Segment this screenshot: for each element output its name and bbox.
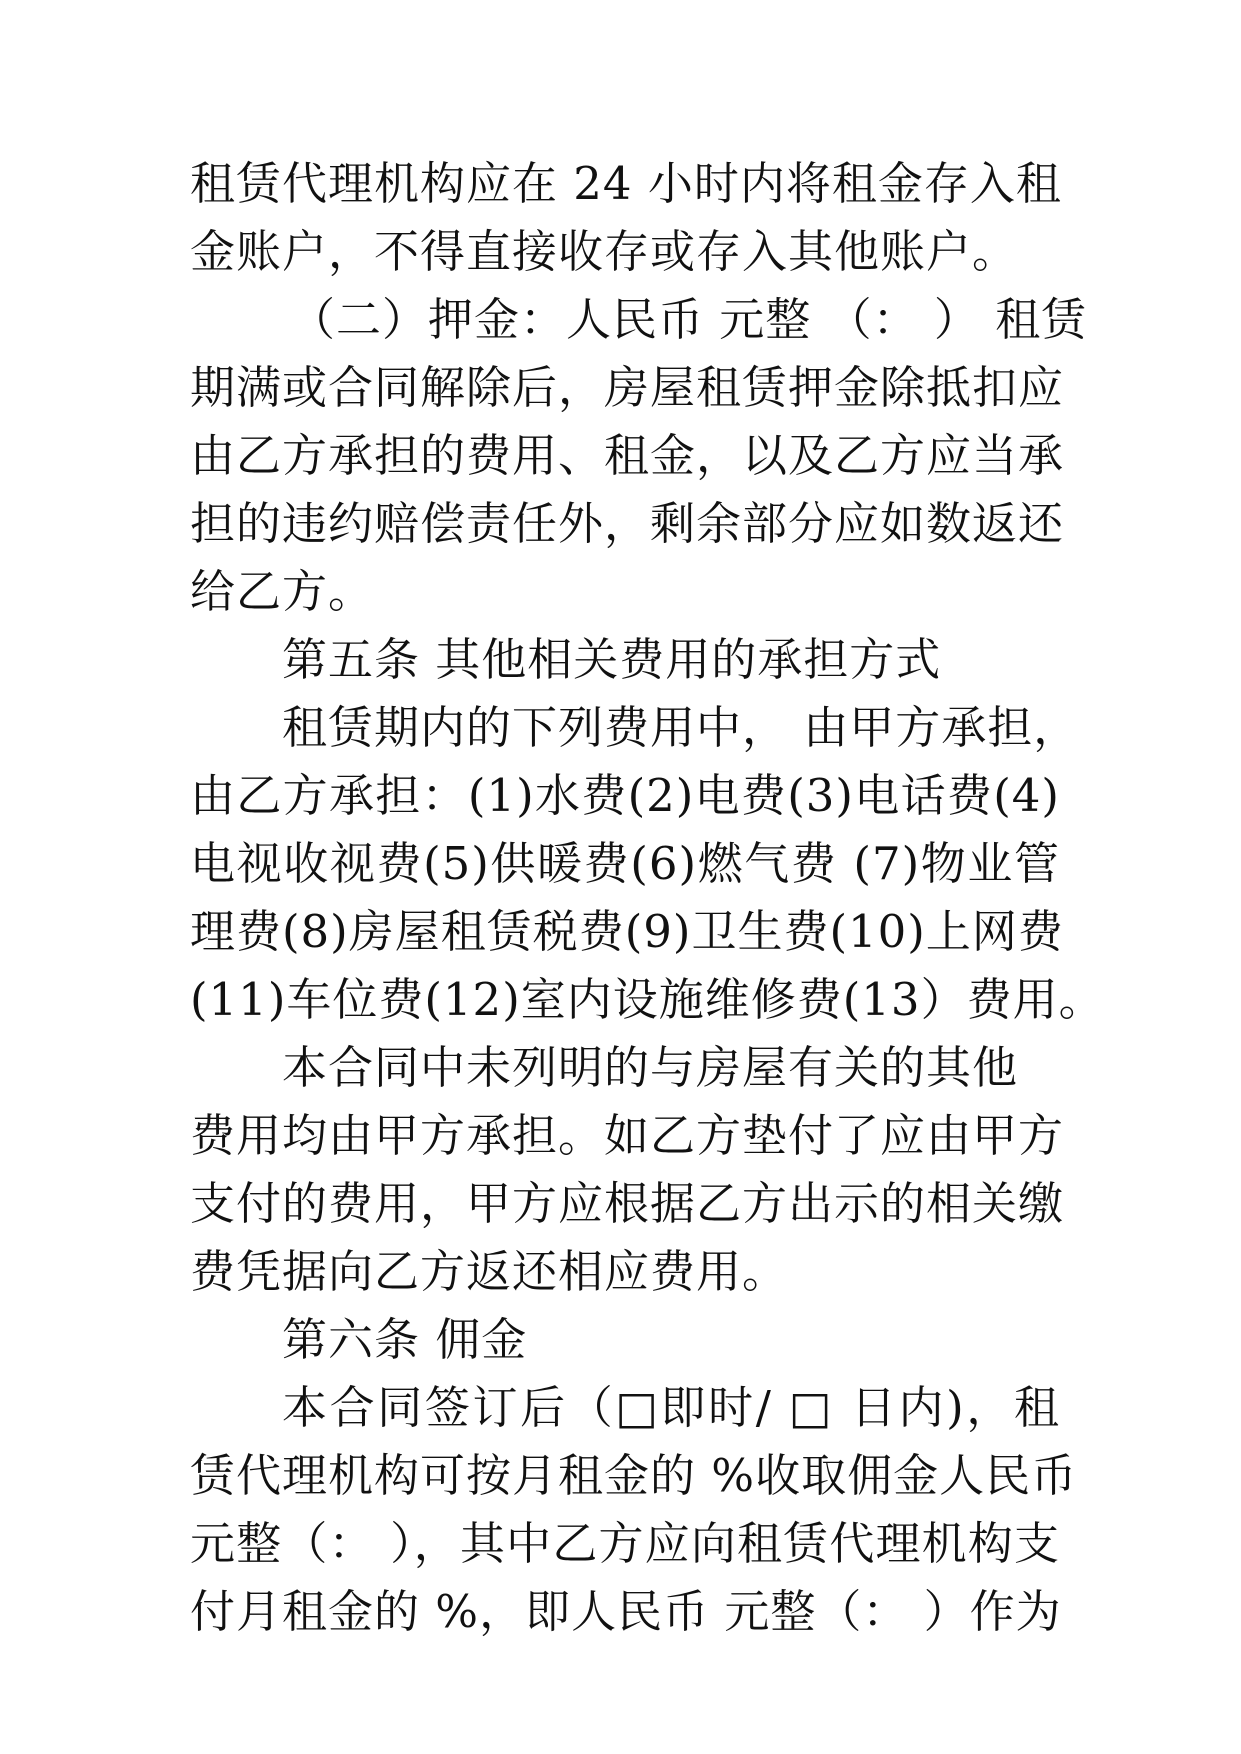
section-heading: 第五条 其他相关费用的承担方式: [282, 633, 942, 686]
text-line: 支付的费用，甲方应根据乙方出示的相关缴: [190, 1177, 1065, 1230]
text-line: 金账户，不得直接收存或存入其他账户。: [190, 225, 1019, 278]
text-line: 由乙方承担的费用、租金，以及乙方应当承: [190, 429, 1065, 482]
text-line: 期满或合同解除后，房屋租赁押金除抵扣应: [190, 361, 1065, 414]
text-line: (11)车位费(12)室内设施维修费(13）费用。: [190, 973, 1105, 1026]
text-line: 本合同签订后（□即时/ □ 日内)，租: [282, 1381, 1060, 1434]
text-line: 电视收视费(5)供暖费(6)燃气费 (7)物业管: [190, 837, 1060, 890]
text-line: 由乙方承担：(1)水费(2)电费(3)电话费(4): [190, 769, 1060, 822]
text-line: 费凭据向乙方返还相应费用。: [190, 1245, 789, 1298]
text-line: 本合同中未列明的与房屋有关的其他: [282, 1041, 1019, 1094]
text-line: 租赁期内的下列费用中， 由甲方承担，: [282, 701, 1080, 754]
text-line: 赁代理机构可按月租金的 %收取佣金人民币: [190, 1449, 1078, 1502]
text-line: 付月租金的 %，即人民币 元整（： ）作为: [190, 1585, 1062, 1638]
text-line: 担的违约赔偿责任外，剩余部分应如数返还: [190, 497, 1065, 550]
section-heading: 第六条 佣金: [282, 1313, 528, 1366]
text-line: （二）押金：人民币 元整 （： ） 租赁: [290, 293, 1088, 346]
text-line: 给乙方。: [190, 565, 375, 618]
text-line: 元整（： ），其中乙方应向租赁代理机构支: [190, 1517, 1060, 1570]
text-line: 费用均由甲方承担。如乙方垫付了应由甲方: [190, 1109, 1065, 1162]
text-line: 租赁代理机构应在 24 小时内将租金存入租: [190, 157, 1062, 210]
document-body: [190, 150, 1105, 1646]
text-line: 理费(8)房屋租赁税费(9)卫生费(10)上网费: [190, 905, 1064, 958]
